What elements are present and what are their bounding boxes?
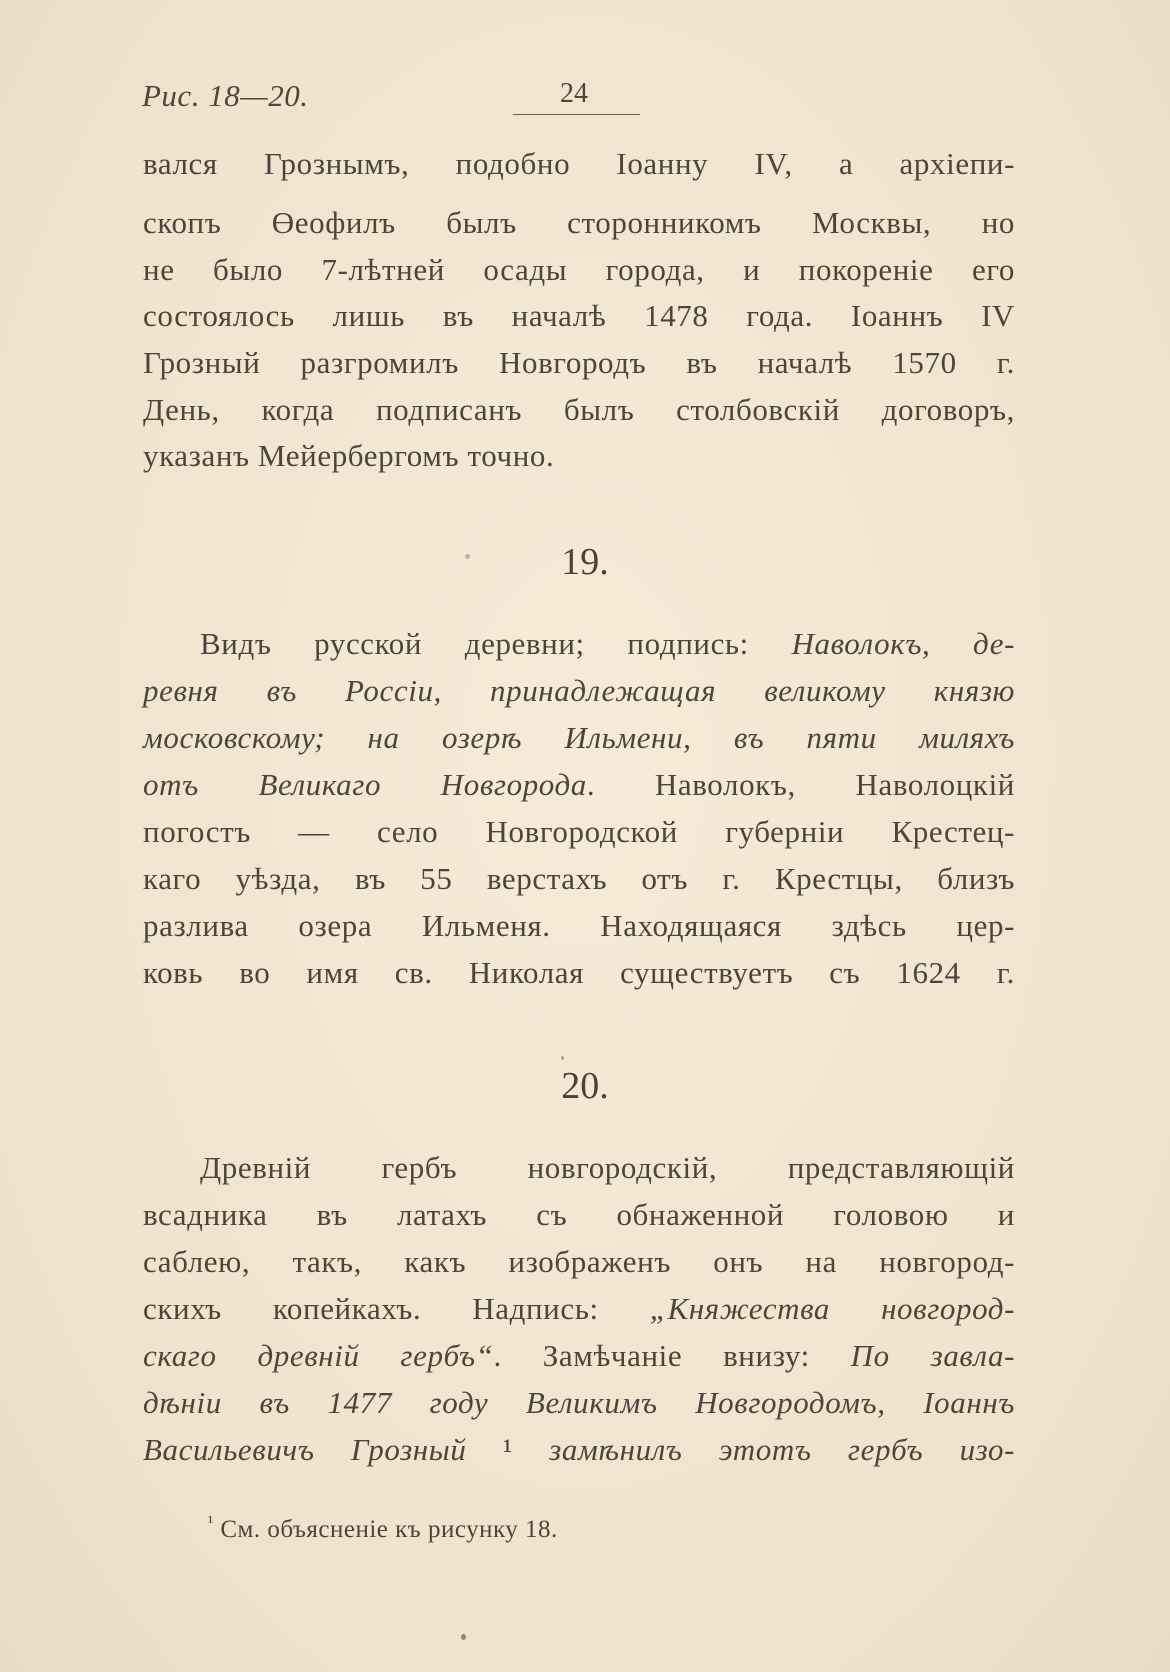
footnote-text: См. объясненіе къ рисунку 18. xyxy=(220,1516,558,1543)
text-line: не было 7-лѣтней осады города, и покореніе его xyxy=(143,252,1015,287)
italic-text-segment: московскому; на озерѣ Ильмени, въ пяти миляхъ xyxy=(143,720,1015,755)
italic-text-segment: Васильевичъ Грозный xyxy=(143,1432,467,1467)
italic-text-segment: отъ Великаго Новгорода xyxy=(143,767,587,802)
text-line: состоялось лишь въ началѣ 1478 года. Іоаннъ IV xyxy=(143,298,1015,333)
italic-text-segment: Наволокъ, де- xyxy=(791,626,1015,661)
text-line xyxy=(143,718,1015,758)
text-segment: скихъ копейкахъ. Надпись: xyxy=(143,1291,650,1326)
text-line xyxy=(143,765,1015,805)
italic-text-segment: По завла- xyxy=(850,1338,1015,1373)
text-line xyxy=(143,812,1015,852)
header-rule xyxy=(513,114,640,115)
ink-speck xyxy=(461,1634,466,1640)
section-number-19: 19. xyxy=(561,541,609,583)
text-line: указанъ Мейербергомъ точно. xyxy=(143,438,555,473)
text-segment: . Наволокъ, Наволоцкій xyxy=(586,767,1015,802)
text-line xyxy=(143,859,1015,899)
text-segment: всадника въ латахъ съ обнаженной головою и xyxy=(143,1197,1015,1232)
italic-text-segment: „Княжества новгород- xyxy=(649,1291,1016,1326)
text-line xyxy=(143,1195,1015,1235)
italic-text-segment: ревня въ Россіи, принадлежащая великому князю xyxy=(143,673,1015,708)
page-number: 24 xyxy=(560,78,588,109)
text-line xyxy=(143,1289,1015,1329)
footnote-reference: ¹ xyxy=(466,1432,550,1467)
text-segment: погостъ — село Новгородской губерніи Крестец- xyxy=(143,814,1015,849)
text-line xyxy=(143,1383,1015,1423)
ink-speck xyxy=(465,554,470,559)
italic-text-segment: дѣніи въ 1477 году Великимъ Новгородомъ, Іоаннъ xyxy=(143,1385,1015,1420)
text-segment: ковь во имя св. Николая существуетъ съ 1624 г. xyxy=(143,955,1015,990)
text-line: скопъ Өеофилъ былъ сторонникомъ Москвы, но xyxy=(143,205,1015,240)
text-segment: саблею, такъ, какъ изображенъ онъ на новгород- xyxy=(143,1244,1015,1279)
text-segment: Древній гербъ новгородскій, представляющій xyxy=(200,1150,1015,1185)
italic-text-segment: замѣнилъ этотъ гербъ изо- xyxy=(549,1432,1015,1467)
footnote xyxy=(208,1512,558,1544)
text-line xyxy=(143,671,1015,711)
text-line xyxy=(143,1336,1015,1376)
text-line xyxy=(143,1430,1015,1470)
section-number-20: 20. xyxy=(561,1065,609,1107)
text-segment: каго уѣзда, въ 55 верстахъ отъ г. Крестцы, близъ xyxy=(143,861,1015,896)
text-line xyxy=(143,1242,1015,1282)
ink-speck xyxy=(561,1056,564,1060)
text-segment: разлива озера Ильменя. Находящаяся здѣсь цер- xyxy=(143,908,1015,943)
text-line xyxy=(143,906,1015,946)
text-segment: . Замѣчаніе внизу: xyxy=(493,1338,851,1373)
text-line xyxy=(200,624,1015,664)
text-line xyxy=(200,1148,1015,1188)
footnote-marker: ¹ xyxy=(208,1512,214,1532)
text-segment: Видъ русской деревни; подпись: xyxy=(200,626,792,661)
text-line: День, когда подписанъ былъ столбовскій договоръ, xyxy=(143,392,1015,427)
text-line: вался Грознымъ, подобно Іоанну IV, а архіепи- xyxy=(143,146,1015,181)
text-line: Грозный разгромилъ Новгородъ въ началѣ 1570 г. xyxy=(143,345,1015,380)
text-line xyxy=(143,953,1015,993)
italic-text-segment: скаго древній гербъ“ xyxy=(143,1338,494,1373)
running-head: Рис. 18—20. xyxy=(142,78,309,113)
